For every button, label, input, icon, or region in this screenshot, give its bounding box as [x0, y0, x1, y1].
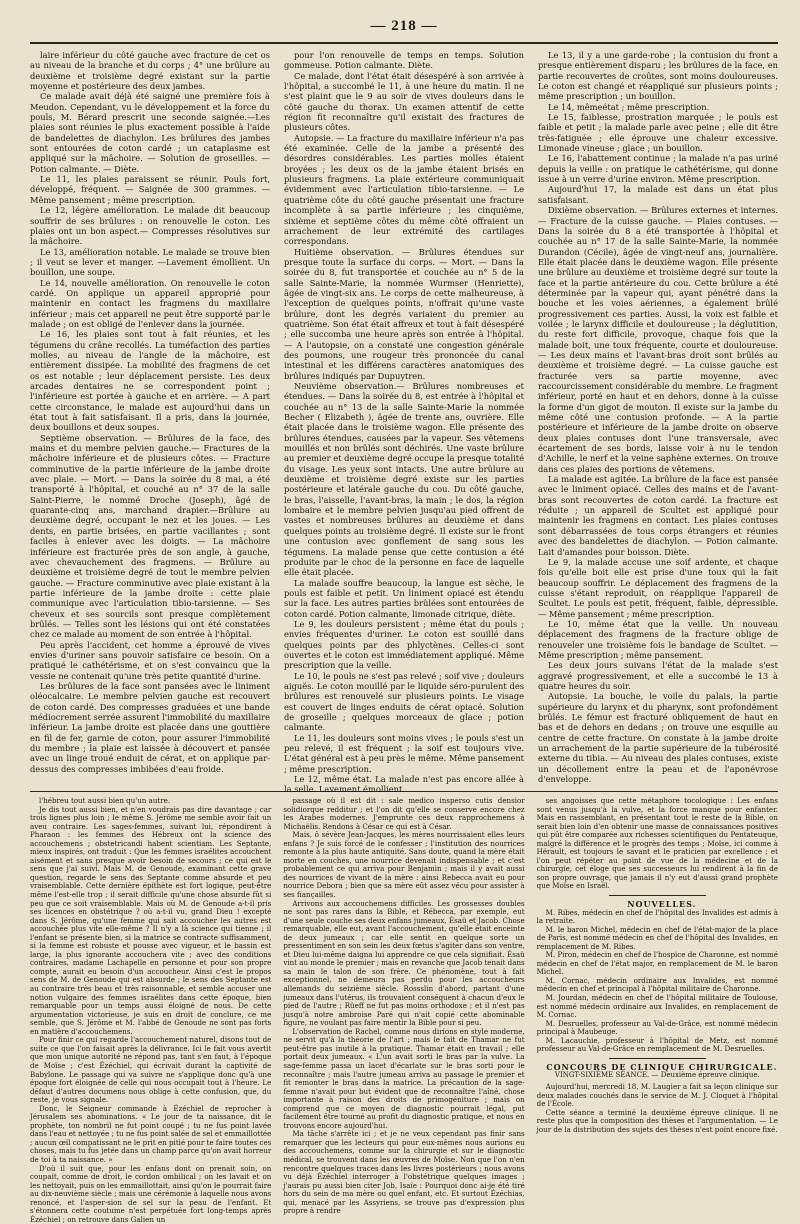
- feuilleton-paragraph: M. Piron, médecin en chef de l'hospice de Charonne, est nommé médecin en chef de l'état major, en remplacement de M. le baron Michel.: [536, 950, 778, 977]
- article-paragraph: Septième observation. — Brûlures de la face, des mains et du membre pelvien gauche.— Fractures de la mâchoire inférieure et de plusieurs côtes. — Fracture comminutive de la partie inférieure de la jambe droite avec plaie. — Mort. — Dans la soirée du 8 mai, a été transporté à l'hôpital, et couché au n° 37 de la salle Saint-Pierre, le nommé Droche (Joseph), âgé de quarante-cinq ans, marchand drapier.—Brûlure au deuxième degré, occupant le nez et les joues. — Les dents, en partie brisées, en partie vacillantes ; sont faciles à enlever avec les doigts. — La mâchoire inférieure est fracturée près de son angle, à gauche, avec chevauchement des fragmens. — Brûlure au deuxième et troisième degré de tout le membre pelvien gauche. — Fracture comminutive avec plaie existant à la partie inférieure de la jambe droite : cette plaie communique avec l'articulation tibio-tarsienne. — Ses cheveux et ses sourcils sont presque complètement brûlés. — Telles sont les lésions qui ont été constatées chez ce malade au moment de son entrée à l'hôpital.: [30, 432, 270, 640]
- article-paragraph: Le 11, les douleurs sont moins vives ; le pouls s'est un peu relevé, il est fréquent ; la soif est toujours vive. L'état général est à peu près le même. Même pansement ; même prescription.: [284, 732, 524, 774]
- feuilleton-paragraph: Je dis tout aussi bien, et n'en voudrais pas dire davantage ; car trois lignes plus loin ; le même S. Jérôme me semble avoir fait un aveu contraire. Les sages-femmes, suivant lui, répondirent à Pharaon : les femmes des Hébreux ont la science des accouchemens ; obstetricandi habent scientiam. Les Septante, mieux inspirés, ont traduit : Que les femmes israélites accouchent aisément et sans presque avoir besoin de secours ; ce qui est le sens que j'ai suivi. Mais M. de Genoude, examinant cette grave question, regarde le sens des Septante comme absurde et peu vraisemblable. Cette dernière épithète est fort logique, peut-être même l'est-elle trop ; il serait difficile qu'une chose absurde fût si peu que ce soit vraisemblable. Mais où M. de Genoude a-t-il pris ses licences en obstétrique ? où a-t-il vu, grand Dieu ! excepté dans S. Jérôme, qu'une femme qui sait accoucher les autres est accouchée plus vite elle-même ? Il n'y a là science qui tienne ; il l'enfant se présente bien, si la matrice se contracte suffisamment, si la femme est robuste et pousse avec vigueur, et le bassin est large, la plus ignorante accouchera vite ; avec des conditions contraires, madame Lachapelle en personne et pour son propre compte, aurait eu besoin d'un accoucheur. Ainsi c'est le propos sens de M. de Genoude qui est absurde ; le sens des Septante est au contraire très beau et très raisonnable, et semble accuser une notion vulgaire des femmes israélites dans cette époque, bien remarquable pour un temps aussi éloigné de nous. De cette argumentation victorieuse, je suis en droit de conclure, ce me semble, que S. Jérôme et M. l'abbé de Genoude ne sont pas forts en matière d'accouchemens.: [30, 804, 272, 1036]
- article-paragraph: Le 13, il y a une garde-robe ; la contusion du front a presque entièrement disparu ; les brûlures de la face, en partie recouvertes de croûtes, sont moins douloureuses. Le coton est changé et réappliqué sur plusieurs points ; même prescription ; un bouillon.: [538, 50, 778, 102]
- feuilleton-paragraph: Mais, ô sévère Jean-Jacques, les mères nourrissaient elles leurs enfans ? Je suis forcé de le confesser ; l'institution des nourrices remonte à la plus haute antiquité. Sans doute, quand la mère était morte en couches, une nourrice devenait indispensable ; et c'est probablement ce qui arriva pour Benjamin ; mais il y avait aussi des nourrices de vivant de la mère : ainsi Rebecca avait eu pour nourrice Debora ; bien que sa mère eût assez vécu pour assister à ses fiançailles.: [283, 830, 525, 900]
- feuilleton-paragraph: L'observation de Rachel, comme nous dirions en style moderne, ne servit qu'à la théorie de l'art ; mais le fait de Thamar ne fut peut-être pas inutile à la pratique. Thamar était en travail ; elle portait deux jumeaux. « L'un avait sorti le bras par la vulve. La sage-femme passa un lacet d'écarlate sur le bras sorti pour le reconnaître ; mais l'autre jumeau arriva au passage le premier et fit remonter le bras dans la matrice. La précaution de la sage-femme n'avait pour but évident que de reconnaître l'aîné, chose importante à raison des droits de primogéniture ; mais on comprend que ce moyen de diagnostic pourrait légal, put facilement être tourné au profit du diagnostic pratique, et nous en trouvons encore aujourd'hui.: [283, 1026, 525, 1130]
- article-paragraph: Aujourd'hui 17, la malade est dans un état plus satisfaisant.: [538, 184, 778, 205]
- feuilleton-paragraph: M. le baron Michel, médecin en chef de l'état-major de la place de Paris, est nommé médecin en chef de l'hôpital des Invalides, en remplacement de M. Ribes.: [536, 924, 778, 951]
- feuilleton-paragraph: l'hébreu tout aussi bien qu'un autre.: [39, 796, 171, 805]
- article-paragraph: La malade souffre beaucoup, la langue est sèche, le pouls est faible et petit. Un liniment opiacé est étendu sur la face. Les autres parties brûlées sont entourées de coton cardé. Potion calmante, limonade citrique, diète.: [284, 577, 524, 619]
- article-paragraph: Le 10, le pouls ne s'est pas relevé ; soif vive ; douleurs aiguës. Le coton mouillé par le liquide séro-purulent des brûlures est renouvelé sur plusieurs points. Le visage est couvert de linges enduits de cérat opiacé. Solution de groseille ; quelques morceaux de glace ; potion calmante.: [284, 670, 524, 733]
- feuilleton-columns: [30, 796, 778, 1224]
- article-paragraph: Le 14, mêmeétat ; même prescription.: [548, 101, 710, 112]
- section-rule: [609, 895, 706, 896]
- feuilleton-paragraph: Aujourd'hui, mercredi 18, M. Laugier a fait sa leçon clinique sur deux malades couchés dans le service de M. J. Cloquet à l'hôpital de l'École.: [536, 1081, 778, 1109]
- article-column-2: [284, 50, 524, 795]
- section-subheading: VINGT-SIXIÈME SÉANCE. — Deuxième épreuve clinique.: [554, 1071, 760, 1080]
- feuilleton-paragraph: M. Ribes, médecin en chef de l'hôpital des Invalides est admis à la retraite.: [536, 907, 778, 926]
- page-number: — 218 —: [370, 18, 438, 34]
- page-header: [30, 10, 778, 50]
- article-paragraph: Le 10, même état que la veille. Un nouveau déplacement des fragmens de la fracture oblige de renouveler une troisième fois le bandage de Scultet. — Même prescription ; même pansement.: [538, 618, 778, 660]
- section-heading: NOUVELLES.: [627, 899, 697, 910]
- article-paragraph: Les brûlures de la face sont pansées avec le liniment oléocalcaire. Le membre pelvien gauche est recouvert de coton cardé. Des compresses graduées et une bande médiocrement serrée assurent l'immobilité du maxillaire inférieur. La jambe droite est placée dans une gouttière en fil de fer, garnie de coton, pour assurer l'immobilité du membre ; la plaie est laissée à découvert et pansée avec un linge troué enduit de cérat, et on applique par-dessus des compresses imbibées d'eau froide.: [30, 680, 270, 774]
- feuilleton-paragraph: Donc, le Seigneur commande à Ézéchiel de reprocher à Jérusalem ses abominations. « Le jour de ta naissance, dit le prophète, ton nombril ne fut point coupé ; tu ne fus point lavée dans l'eau et nettoyée ; tu ne fus point salée de sel et emmaillottée ; aucun œil compatissant ne le prit en pitié pour te faire toutes ces choses, mais tu fus jetée dans un champ parce qu'on avait horreur de toi à ta naissance. »: [30, 1103, 272, 1164]
- article-paragraph: Ce malade, dont l'état était désespéré à son arrivée à l'hôpital, a succombé le 11, à une heure du matin. Il ne s'est plaint que le 9 au soir de vives douleurs dans le côté gauche du thorax. Un examen attentif de cette région fit reconnaître qu'il existait des fractures de plusieurs côtes.: [284, 70, 524, 133]
- article-columns: [30, 50, 778, 795]
- article-paragraph: Le 12, même état. La malade n'est pas encore allée à la selle. Lavement émollient.: [284, 774, 524, 795]
- article-paragraph: pour l'on renouvelle de temps en temps. Solution gommeuse. Potion calmante. Diète.: [284, 50, 524, 71]
- feuilleton-column-2: [283, 796, 525, 1216]
- article-paragraph: Autopsie. — La fracture du maxillaire inférieur n'a pas été examinée. Celle de la jambe a présenté des désordres considérables. Les parties molles étaient broyées ; les deux os de la jambe étaient brisés en plusieurs fragmens. La plaie extérieure communiquait évidemment avec l'articulation tibio-tarsienne. — Le quatrième côte du côté gauche présentait une fracture incomplète à sa partie inférieure ; les cinquième, sixième et septième côtes du même côté offraient un arrachement de leur extrémité des cartilages correspondans.: [284, 132, 524, 247]
- section-heading: CONCOURS DE CLINIQUE CHIRURGICALE.: [546, 1061, 778, 1072]
- article-paragraph: Dixième observation. — Brûlures externes et internes.— Fracture de la cuisse gauche. — Plaies contuses. — Dans la soirée du 8 a été transportée à l'hôpital et couchée au n° 17 de la salle Sainte-Marie, la nommée Durandon (Cécile), âgée de vingt-neuf ans, journalière. Elle était placée dans le deuxième wagon. Elle présente une brûlure au deuxième et troisième degré sur toute la face et la partie antérieure du cou. Cette brûlure a été déterminée par la vapeur qui, ayant pénétré dans la bouche et les voies aériennes, a également brûlé progressivement ces parties. Aussi, la voix est faible et voilée ; le larynx difficile et douloureuse ; la déglutition, du reste fort difficile, provoque, chaque fois que la malade boit, une toux fréquente, courte et douloureuse. — Les deux mains et l'avant-bras droit sont brûlés au deuxième et troisième degré. — La cuisse gauche est fracturée vers sa partie moyenne, avec raccourcissement considérable du membre. Le fragment inférieur, porté en haut et en dehors, donne à la cuisse la forme d'un gigot de mouton. Il existe sur la jambe du même côté une contusion profonde. — A la partie postérieure et inférieure de la jambe droite on observe deux plaies contuses dont l'une transversale, avec écartement de ses bords, laisse voir à nu le tendon d'Achille, le nerf et la veine saphène externes. On trouve dans ces plaies des portions de vêtemens.: [538, 205, 778, 474]
- article-paragraph: Ce malade avait déjà été saigné une première fois à Meudon. Cependant, vu le développement et la force du pouls, M. Bérard prescrit une seconde saignée.—Les plaies sont réunies le plus exactement possible à l'aide de bandelettes de diachylon. Les brûlures des jambes sont entourées de coton cardé ; un cataplasme est appliqué sur la mâchoire. — Solution de groseilles. — Potion calmante. — Diète.: [30, 91, 270, 174]
- feuilleton-paragraph: D'où il suit que, pour les enfans dont on prenait soin, on coupait, comme de droit, le cordon ombilical ; on les lavait et on les nettoyait, puis on les emmaillottait, ainsi qu'on le pourrait faire au dix-neuvième siècle ; mais une cérémonie à laquelle nous avons renoncé, et l'asper-sion de sel sur la peau de l'enfant. Et s'étonnera cette coutume n'est perpétuée fort long-temps après Ézéchiel ; on retrouve dans Galien un: [30, 1163, 272, 1224]
- feuilleton-paragraph: Arrivons aux accouchemens difficiles. Les grossesses doubles ne sont pas rares dans la Bible, et Rébecca, par exemple, eut d'une seule couche ses deux enfans jumeaux, Ésaü et Jacob. Chose remarquable, elle eut, avant l'accouchement, qu'elle était enceinte de deux jumeaux ; car elle sentit en quelque sorte un pressentiment en son sein les deux fœtus s'agiter dans son ventre, et Dieu lui-même daigna lui apprendre ce que cela signifiait. Ésaü vint au monde le premier ; mais en revanche que Jacob tenait dans sa main le talon de son frère. Ce phénomène, tout à fait exceptionnel, ne demeura pas perdu pour les accoucheurs allemands du seizième siècle. Rossslin d'abord, partant d'une jumeaux dans l'utérus, ils trouvaient conséquent à chacun d'eux le pied de l'autre ; Rüeff ne fut pas moins orthodoxe ; et il n'est pas jusqu'à notre ambroise Paré qui n'ait copié cette abominable figure, ne voulant pas faire mentir la Bible pour si peu.: [283, 898, 525, 1028]
- article-paragraph: Le 14, nouvelle amélioration. On renouvelle le coton cardé. On applique un appareil approprié pour maintenir en contact les fragmens du maxillaire inférieur ; mais cet appareil ne peut être supporté par le malade ; on est obligé de l'enlever dans la journée.: [30, 277, 270, 329]
- article-paragraph: Le 13, amélioration notable. Le malade se trouve bien ; il veut se lever et manger. —Lavement émollient. Un bouillon, une soupe.: [30, 246, 270, 278]
- header-rule: [30, 42, 778, 44]
- article-paragraph: Les deux jours suivans l'état de la malade s'est aggravé progressivement, et elle a succombé le 13 à quatre heures du soir.: [538, 660, 778, 691]
- article-paragraph: Huitième observation. — Brûlures étendues sur presque toute la surface du corps. — Mort. — Dans la soirée du 8, fut transportée et couchée au n° 5 de la salle Sainte-Marie, la nommée Wurmser (Henriette), âgée de vingt-six ans. Le corps de cette malheureuse, à l'exception de quelques points, n'offrait qu'une vaste brûlure, dont les degrés variaient du premier au quatrième. Son état était affreux et tout à fait désespéré ; elle succomba une heure après son entrée à l'hôpital. — A l'autopsie, on a constaté une congestion générale des poumons, une rougeur très prononcée du canal intestinal et les différens caractères anatomiques des brûlures indiqués par Dupuytren.: [284, 246, 524, 381]
- article-paragraph: Le 9, les douleurs persistent ; même état du pouls ; envies fréquentes d'uriner. Le coton est souillé dans quelques points par des phlyctènes. Celles-ci sont ouvertes et le coton est immédiatement appliqué. Même prescription que la veille.: [284, 618, 524, 671]
- feuilleton-paragraph: M. Lacauchie, professeur à l'hôpital de Metz, est nommé professeur au Val-de-Grâce en remplacement de M. Desruelles.: [536, 1035, 778, 1054]
- feuilleton-paragraph: Pour finir ce qui regarde l'accouchement naturel, disons tout de suite ce que l'on faisait après la délivrance. Ici le fait vous avertit que mon unique autorité ne répond pas, tant s'en faut, à l'époque de Moïse ; c'est Ézéchiel, qui écrivait durant la captivité de Babylone. Le passage qui va suivre ne s'applique donc qu'à une époque fort éloignée de celle qui nous occupait tout à l'heure. Le défaut d'autres documens nous oblige à cette confusion, que, du reste, je vous signale.: [30, 1035, 272, 1105]
- article-paragraph: Neuvième observation.— Brûlures nombreuses et étendues. — Dans la soirée du 8, est entrée à l'hôpital et couchée au n° 13 de la salle Sainte-Marie la nommée Becher ( Elizabeth ), âgée de trente ans, ouvrière. Elle était placée dans le troisième wagon. Elle présente des brûlures étendues, causées par la vapeur. Ses vêtemens mouillés et non brûlés sont déchirés. Une vaste brûlure au premier et deuxième degré occupe la presque totalité du visage. Les yeux sont intacts. Une autre brûlure au deuxième et troisième degré existe sur les parties postérieure et latérale gauche du cou. Du côté gauche, le bras, l'aisselle, l'avant-bras, la main ; le dos, la région lombaire et le membre pelvien jusqu'au pied offrent de vastes et nombreuses brûlures au deuxième et dans quelques points au troisième degré. Il existe sur le front une contusion avec gonflement de sang sous les tégumens. La malade pense que cette contusion a été produite par le choc de la personne en face de laquelle elle était placée.: [284, 381, 524, 578]
- article-paragraph: Le 16, l'abattement continue ; la malade n'a pas uriné depuis la veille : on pratique le cathétérisme, qui donne issue à un verre d'urine environ. Même prescription.: [538, 153, 778, 185]
- article-paragraph: laire inférieur du côté gauche avec fracture de cet os au niveau de la branche et du corps ; 4° une brûlure au deuxième et troisième degré existant sur la partie moyenne et postérieure des deux jambes.: [30, 50, 270, 92]
- article-paragraph: Le 11, les plaies paraissent se réunir. Pouls fort, développé, fréquent. — Saignée de 300 grammes. — Même pansement ; même prescription.: [30, 174, 270, 205]
- feuilleton-paragraph: M. Cornac, médecin ordinaire aux Invalides, est nommé médecin en chef et principal à l'hôpital militaire de Charonne.: [536, 975, 778, 994]
- section-rule: [609, 1058, 706, 1059]
- feuilleton-column-1: [30, 796, 272, 1224]
- feuilleton-paragraph: Cette séance a terminé la deuxième épreuve clinique. Il ne reste plus que la composition des thèses et l'argumentation. — Le jour de la distribution des sujets des thèses n'est point encore fixé.: [536, 1107, 778, 1134]
- article-paragraph: Le 12, légère amélioration. Le malade dit beaucoup souffrir de ses brûlures : on renouvelle le coton. Les plaies ont un bon aspect.— Compresses résolutives sur la mâchoire.: [30, 205, 270, 247]
- article-paragraph: Le 16, les plaies sont tout à fait réunies, et les tégumens du crâne recollés. La tuméfaction des parties molles, au niveau de l'angle de la mâchoire, est entièrement dissipée. La mobilité des fragmens de cet os est notable ; leur déplacement persiste. Les deux arcades dentaires ne se correspondent point ; l'inférieure est portée à gauche et en arrière. — A part cette circonstance, le malade est aujourd'hui dans un état tout à fait satisfaisant. Il a pris, dans la journée, deux bouillons et deux soupes.: [30, 329, 270, 433]
- feuilleton-paragraph: ses angoisses que cette métaphore tocologique : Les enfans sont venus jusqu'à la vulve, et la force manque pour enfanter. Mais en rassemblant, en présentant tout le reste de la Bible, on serait bien loin d'en obtenir une masse de connaissances positives qui pût être comparée aux richesses scientifiques du Pentateuque, malgré la différence et le progrès des temps ; Moïse, ici comme à Hérault, est toujours le savant et le praticien par excellence ; et l'on peut répéter au point de vue de la médecine et de la chirurgie, cet éloge que ses successeurs lui rendirent à la fin de son propre ouvrage, que jamais il n'y eut d'aussi grand prophète que Moïse en Israël.: [536, 796, 778, 891]
- article-paragraph: Le 15, faiblesse, prostration marquée ; le pouls est faible et petit ; la malade parle avec peine ; elle dit être très-fatiguée ; elle éprouve une chaleur excessive. Limonade vineuse ; glace ; un bouillon.: [538, 112, 778, 154]
- feuilleton-paragraph: M. Desruelles, professeur au Val-de-Grâce, est nommé médecin principal à Maubeuge.: [536, 1018, 778, 1037]
- article-paragraph: La malade est agitée. La brûlure de la face est pansée avec le liniment opiacé. Celles des mains et de l'avant-bras sont recouvertes de coton cardé. La fracture est réduite ; un appareil de Scultet est appliqué pour maintenir les fragmens en contact. Les plaies contuses sont débarrassées de tous corps étrangers et réunies avec des bandelettes de diachylon. — Potion calmante. Lait d'amandes pour boisson. Diète.: [538, 474, 778, 557]
- article-paragraph: Le 9, la malade accuse une soif ardente, et chaque fois qu'elle boit elle est prise d'une toux qui la fait beaucoup souffrir. Le déplacement des fragmens de la cuisse s'étant reproduit, on réapplique l'appareil de Scultet. Le pouls est petit, fréquent, faible, dépressible. — Même pansement ; même prescription.: [538, 556, 778, 619]
- feuilleton-column-3: [537, 797, 778, 1137]
- article-paragraph: Peu après l'accident, cet homme a éprouvé de vives envies d'uriner sans pouvoir satisfaire ce besoin. On a pratiqué le cathétérisme, et on s'est convaincu que la vessie ne contenait qu'une très petite quantité d'urine.: [30, 639, 270, 681]
- feuilleton-paragraph: Ma tâche s'arrête ici ; et je ne veux cependant pas finir sans remarquer que les lecteurs qui pour eux-mêmes nous aurions eu des accouchemens, comme sur la chirurgie et sur le diagnostic médical, se trouvent dans les œuvres de Moïse. Non que l'on n'en rencontre quelques traces dans les livres postérieurs ; nous avons vu déjà Ézéchiel interroger à l'obstétrique quelques images ; j'aurais pu aussi bien citer Job, Isaïe : Pourquoi donc ai-je été tiré hors du sein de ma mère ou quel enfant, etc. Et surtout Ézéchias, qui, menacé par les Assyriens, se trouve pas d'expression plus propre à rendre: [283, 1129, 525, 1216]
- article-paragraph: Autopsie. La bouche, le voile du palais, la partie supérieure du larynx et du pharynx, sont profondément brûlés. Le fémur est fracturé obliquement de haut en bas et de dehors en dedans ; on trouve une esquille au centre de cette fracture. On constate à la jambe droite un arrachement de la partie supérieure de la tubérosité externe du tibia. — Au niveau des plaies contuses, existe un décollement entre la peau et de l'aponévrose d'enveloppe.: [538, 691, 778, 785]
- feuilleton-paragraph: M. Jourdan, médecin en chef de l'hôpital militaire de Toulouse, est nommé médecin ordinaire aux Invalides, en remplacement de M. Cornac.: [536, 993, 778, 1020]
- article-column-1: [30, 50, 270, 785]
- feuilleton-paragraph: passage où il est dit : sale medico insperso cutis densior solidiorque redditur ; et l'on dit qu'elle se conserve encore chez les Arabes modernes. J'emprunte ces deux rapprochemens à Michaëlis. Rendons à César ce qui est à César.: [283, 796, 525, 831]
- article-column-3: [538, 50, 778, 785]
